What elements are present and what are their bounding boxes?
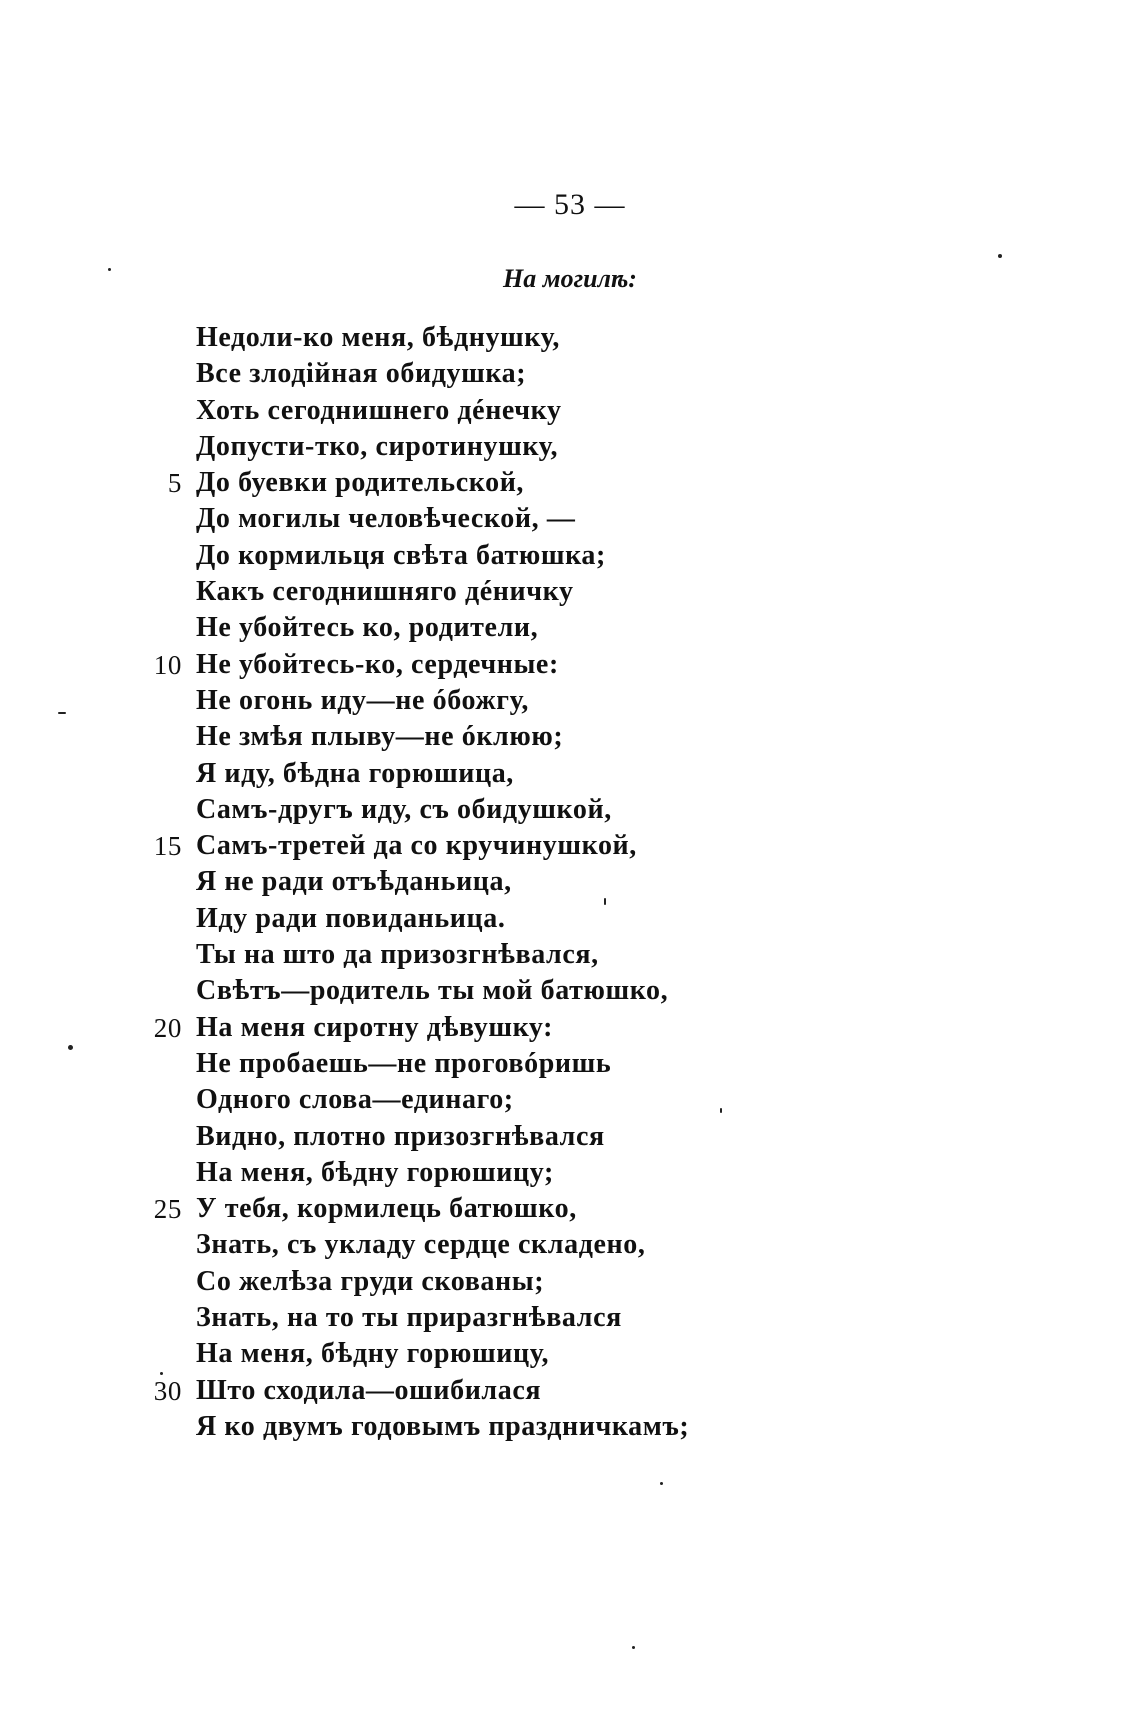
poem-line [138, 973, 838, 1009]
poem-line [138, 792, 838, 828]
poem-line [138, 1119, 838, 1155]
poem-line [138, 1227, 838, 1263]
line-text: Не убойтесь-ко, сердечные: [196, 648, 559, 680]
poem-line [138, 864, 838, 900]
line-number: 5 [167, 468, 182, 499]
line-text: Одного слова—единаго; [196, 1084, 514, 1116]
poem-line [138, 828, 838, 864]
line-text: Ты на што да призозгнѣвался, [196, 939, 599, 971]
line-text: У тебя, кормилець батюшко, [196, 1193, 577, 1225]
poem-line [138, 719, 838, 755]
line-text: Я иду, бѣдна горюшица, [196, 757, 514, 789]
poem-line [138, 1155, 838, 1191]
poem-line [138, 1409, 838, 1445]
page-number: — 53 — [514, 188, 626, 221]
poem-line [138, 538, 838, 574]
line-text: Не змѣя плыву—не óклюю; [196, 721, 564, 753]
line-number: 25 [153, 1194, 182, 1225]
line-text: Я ко двумъ годовымъ праздничкамъ; [196, 1410, 690, 1442]
poem-line [138, 1264, 838, 1300]
line-text: Знать, съ укладу сердце складено, [196, 1229, 646, 1261]
poem-title: На могилѣ: [503, 264, 637, 293]
line-text: Не убойтесь ко, родители, [196, 612, 539, 644]
poem-body [138, 320, 838, 1445]
scan-speck [998, 254, 1002, 258]
line-text: Знать, на то ты приразгнѣвался [196, 1302, 622, 1334]
line-text: Допусти-тко, сиротинушку, [196, 430, 559, 462]
line-text: Хоть сегоднишнего дéнечку [196, 394, 562, 426]
line-text: Видно, плотно призозгнѣвался [196, 1120, 605, 1152]
poem-line [138, 1191, 838, 1227]
poem-line [138, 356, 838, 392]
scan-speck [68, 1045, 73, 1050]
line-text: Иду ради повиданьица. [196, 902, 506, 934]
poem-line [138, 937, 838, 973]
poem-line [138, 756, 838, 792]
line-text: Я не ради отъѣданьица, [196, 866, 512, 898]
poem-line [138, 1300, 838, 1336]
poem-line [138, 610, 838, 646]
line-text: До кормильця свѣта батюшка; [196, 539, 606, 571]
poem-line [138, 501, 838, 537]
poem-line [138, 1336, 838, 1372]
scan-speck [108, 268, 111, 271]
poem-line [138, 1373, 838, 1409]
poem-line [138, 393, 838, 429]
poem-line [138, 429, 838, 465]
poem-line [138, 683, 838, 719]
poem-line [138, 1082, 838, 1118]
line-text: Не пробаешь—не проговóришь [196, 1047, 612, 1079]
line-text: Што сходила—ошибилася [196, 1374, 542, 1406]
line-text: Свѣтъ—родитель ты мой батюшко, [196, 975, 669, 1007]
scan-speck [660, 1482, 663, 1485]
scan-speck [604, 898, 606, 905]
poem-line [138, 901, 838, 937]
line-text: До могилы человѣческой, — [196, 503, 576, 535]
poem-line [138, 647, 838, 683]
line-text: Со желѣза груди скованы; [196, 1265, 545, 1297]
poem-line [138, 320, 838, 356]
line-text: На меня сиротну дѣвушку: [196, 1011, 554, 1043]
line-text: Все злодійная обидушка; [196, 358, 527, 390]
line-number: 20 [153, 1012, 182, 1043]
line-text: На меня, бѣдну горюшицу, [196, 1338, 550, 1370]
poem-line [138, 1046, 838, 1082]
line-text: До буевки родительской, [196, 467, 525, 499]
line-text: На меня, бѣдну горюшицу; [196, 1156, 554, 1188]
line-number: 30 [153, 1375, 182, 1406]
line-number: 10 [153, 649, 182, 680]
poem-line [138, 465, 838, 501]
line-text: Не огонь иду—не óбожгу, [196, 684, 529, 716]
line-text: Самъ-третей да со кручинушкой, [196, 830, 637, 862]
line-number: 15 [153, 831, 182, 862]
scan-speck [160, 1372, 163, 1375]
scan-speck [720, 1108, 722, 1113]
line-text: Самъ-другъ иду, съ обидушкой, [196, 793, 612, 825]
scan-speck [632, 1646, 635, 1649]
line-text: Недоли-ко меня, бѣднушку, [196, 322, 561, 353]
poem-line [138, 574, 838, 610]
line-text: Какъ сегоднишняго дéничку [196, 576, 574, 608]
scan-speck [58, 712, 66, 714]
poem-line [138, 1010, 838, 1046]
